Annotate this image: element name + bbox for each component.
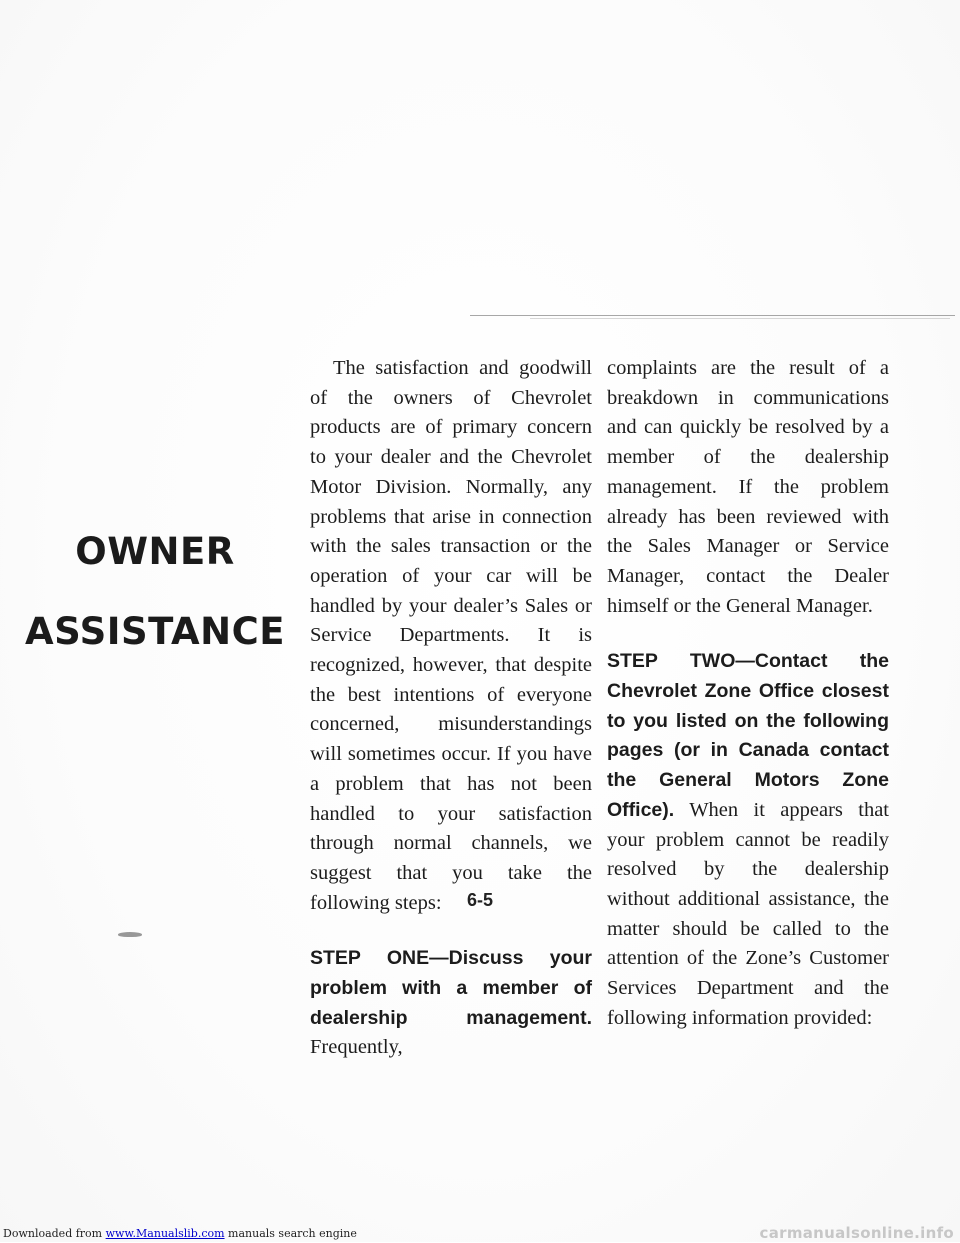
step-two-paragraph (607, 647, 889, 1033)
text-column-right (607, 354, 889, 1033)
top-rule-faint (530, 318, 950, 319)
section-title-line-2: ASSISTANCE (24, 610, 286, 653)
step-one-paragraph (310, 944, 592, 1063)
footer-prefix: Downloaded from (3, 1227, 106, 1240)
top-rule (470, 315, 955, 316)
watermark-text: carmanualsonline.info (759, 1224, 954, 1242)
step-two-heading: STEP TWO—Contact the Chevrolet Zone Office closest to you listed on the following pages (or in Canada contact the General Motors Zone Office). (607, 650, 889, 821)
step-one-text: Frequently, (310, 1036, 403, 1059)
step-two-text: When it appears that your problem cannot be readily resolved by the dealership without additional assistance, the matter should be called to the attention of the Zone’s Customer Services Department and the following information provided: (607, 798, 889, 1029)
page-number: 6-5 (466, 890, 493, 910)
footer-bar (0, 1226, 960, 1242)
manualslib-link[interactable]: www.Manualslib.com (105, 1227, 225, 1240)
section-title-line-1: OWNER (75, 530, 235, 573)
continuation-paragraph: complaints are the result of a breakdown in communications and can quickly be resolved by a member of the dealership management. If the problem already has been reviewed with the Sales Manager or Service Manager, contact the Dealer himself or the General Manager. (607, 357, 889, 617)
footer-attribution (3, 1226, 357, 1242)
text-column-left (310, 354, 592, 1063)
scan-smudge (118, 932, 142, 937)
footer-suffix: manuals search engine (224, 1227, 357, 1240)
intro-paragraph: The satisfaction and goodwill of the owners of Chevrolet products are of primary concern to your dealer and the Chevrolet Motor Division. Normally, any problems that arise in connection with the sales transaction or the operation of your car will be handled by your dealer’s Sales or Service Departments. It is recognized, however, that despite the best intentions of everyone concerned, misunderstandings will sometimes occur. If you have a problem that has not been handled to your satisfaction through normal channels, we suggest that you take the following steps: (310, 357, 592, 914)
step-one-heading: STEP ONE—Discuss your problem with a member of dealership management. (310, 947, 592, 1029)
